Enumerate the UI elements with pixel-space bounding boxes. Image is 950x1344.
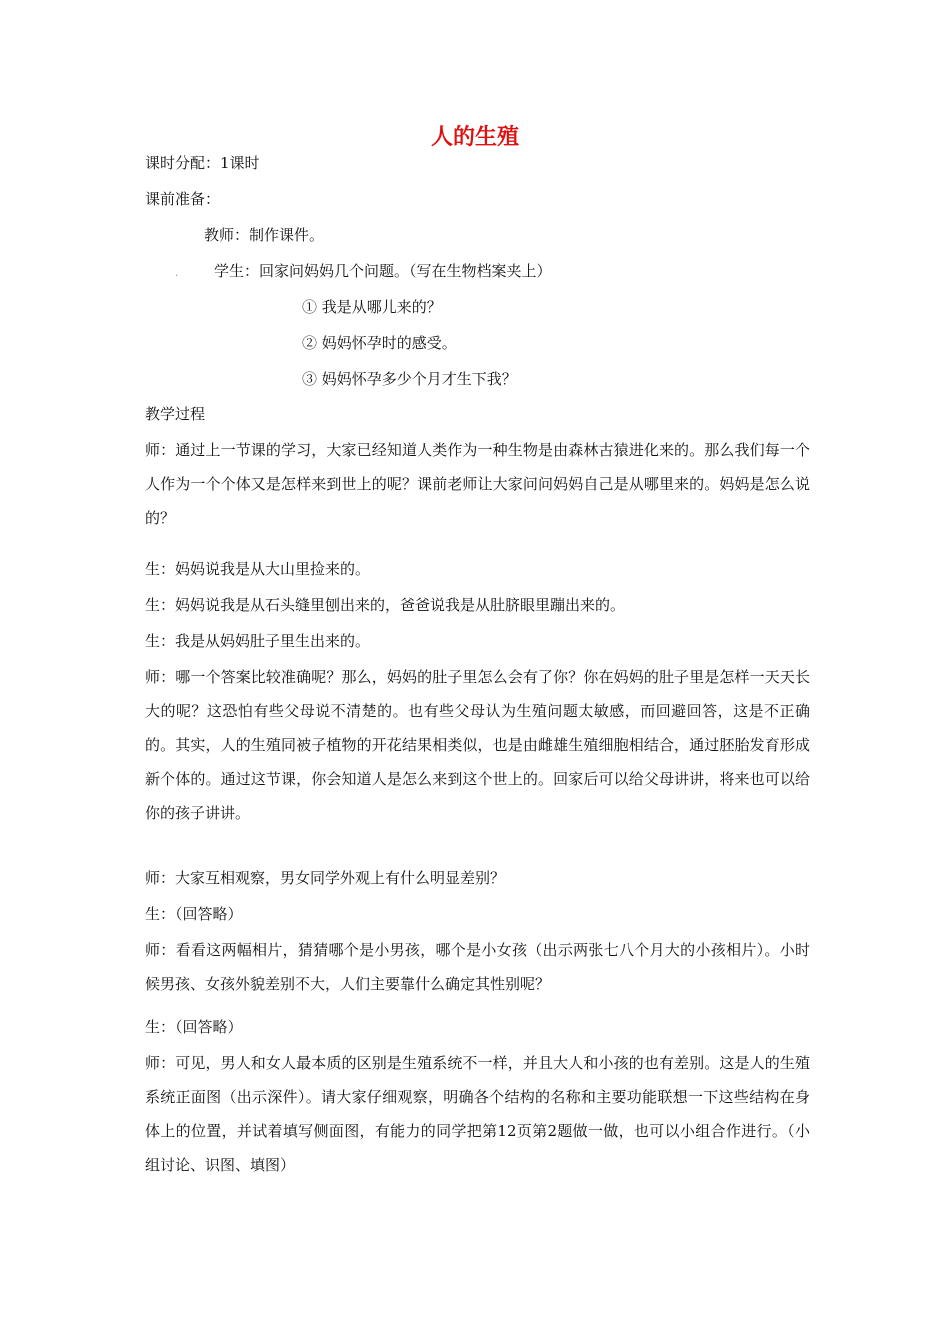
dialogue-paragraph: 生：妈妈说我是从石头缝里刨出来的，爸爸说我是从肚脐眼里蹦出来的。 <box>145 596 626 614</box>
dialogue-paragraph: 师：大家互相观察，男女同学外观上有什么明显差别？ <box>145 869 506 887</box>
preparation-heading: 课前准备： <box>145 190 221 208</box>
question-item: ② 妈妈怀孕时的感受。 <box>302 334 457 352</box>
dialogue-paragraph: 生：妈妈说我是从大山里捡来的。 <box>145 560 371 578</box>
question-item: ③ 妈妈怀孕多少个月才生下我？ <box>302 370 517 388</box>
document-title: 人的生殖 <box>430 124 519 150</box>
class-hours: 课时分配：1课时 <box>145 154 260 172</box>
dialogue-paragraph: 生：（回答略） <box>145 1018 243 1036</box>
question-item: ① 我是从哪儿来的？ <box>302 298 442 316</box>
dialogue-paragraph: 生：（回答略） <box>145 905 243 923</box>
dialogue-paragraph: 生：我是从妈妈肚子里生出来的。 <box>145 632 371 650</box>
dialogue-paragraph: 师：哪一个答案比较准确呢？那么，妈妈的肚子里怎么会有了你？你在妈妈的肚子里是怎样一天天长大的呢？这恐怕有些父母说不清楚的。也有些父母认为生殖问题太敏感，而回避回答，这是不正确的。其实，人的生殖同被子植物的开花结果相类似，也是由雌雄生殖细胞相结合，通过胚胎发育形成新个体的。通过这节课，你会知道人是怎么来到这个世上的。回家后可以给父母讲讲，将来也可以给你的孩子讲讲。 <box>145 668 810 822</box>
dialogue-paragraph: 师：通过上一节课的学习，大家已经知道人类作为一种生物是由森林古猿进化来的。那么我们每一个人作为一个个体又是怎样来到世上的呢？课前老师让大家问问妈妈自己是从哪里来的。妈妈是怎么说的？ <box>145 441 810 527</box>
process-heading: 教学过程 <box>145 405 206 423</box>
student-preparation: 学生：回家问妈妈几个问题。（写在生物档案夹上） <box>214 262 552 280</box>
dialogue-paragraph: 师：可见，男人和女人最本质的区别是生殖系统不一样，并且大人和小孩的也有差别。这是人的生殖系统正面图（出示深件）。请大家仔细观察，明确各个结构的名称和主要功能联想一下这些结构在身体上的位置，并试着填写侧面图，有能力的同学把第12页第2题做一做，也可以小组合作进行。（小组讨论、识图、填图） <box>145 1054 810 1174</box>
dialogue-paragraph: 师：看看这两幅相片，猜猜哪个是小男孩，哪个是小女孩（出示两张七八个月大的小孩相片）。小时候男孩、女孩外貌差别不大，人们主要靠什么确定其性别呢？ <box>145 941 810 993</box>
stray-mark: . <box>175 268 179 279</box>
teacher-preparation: 教师：制作课件。 <box>204 226 325 244</box>
